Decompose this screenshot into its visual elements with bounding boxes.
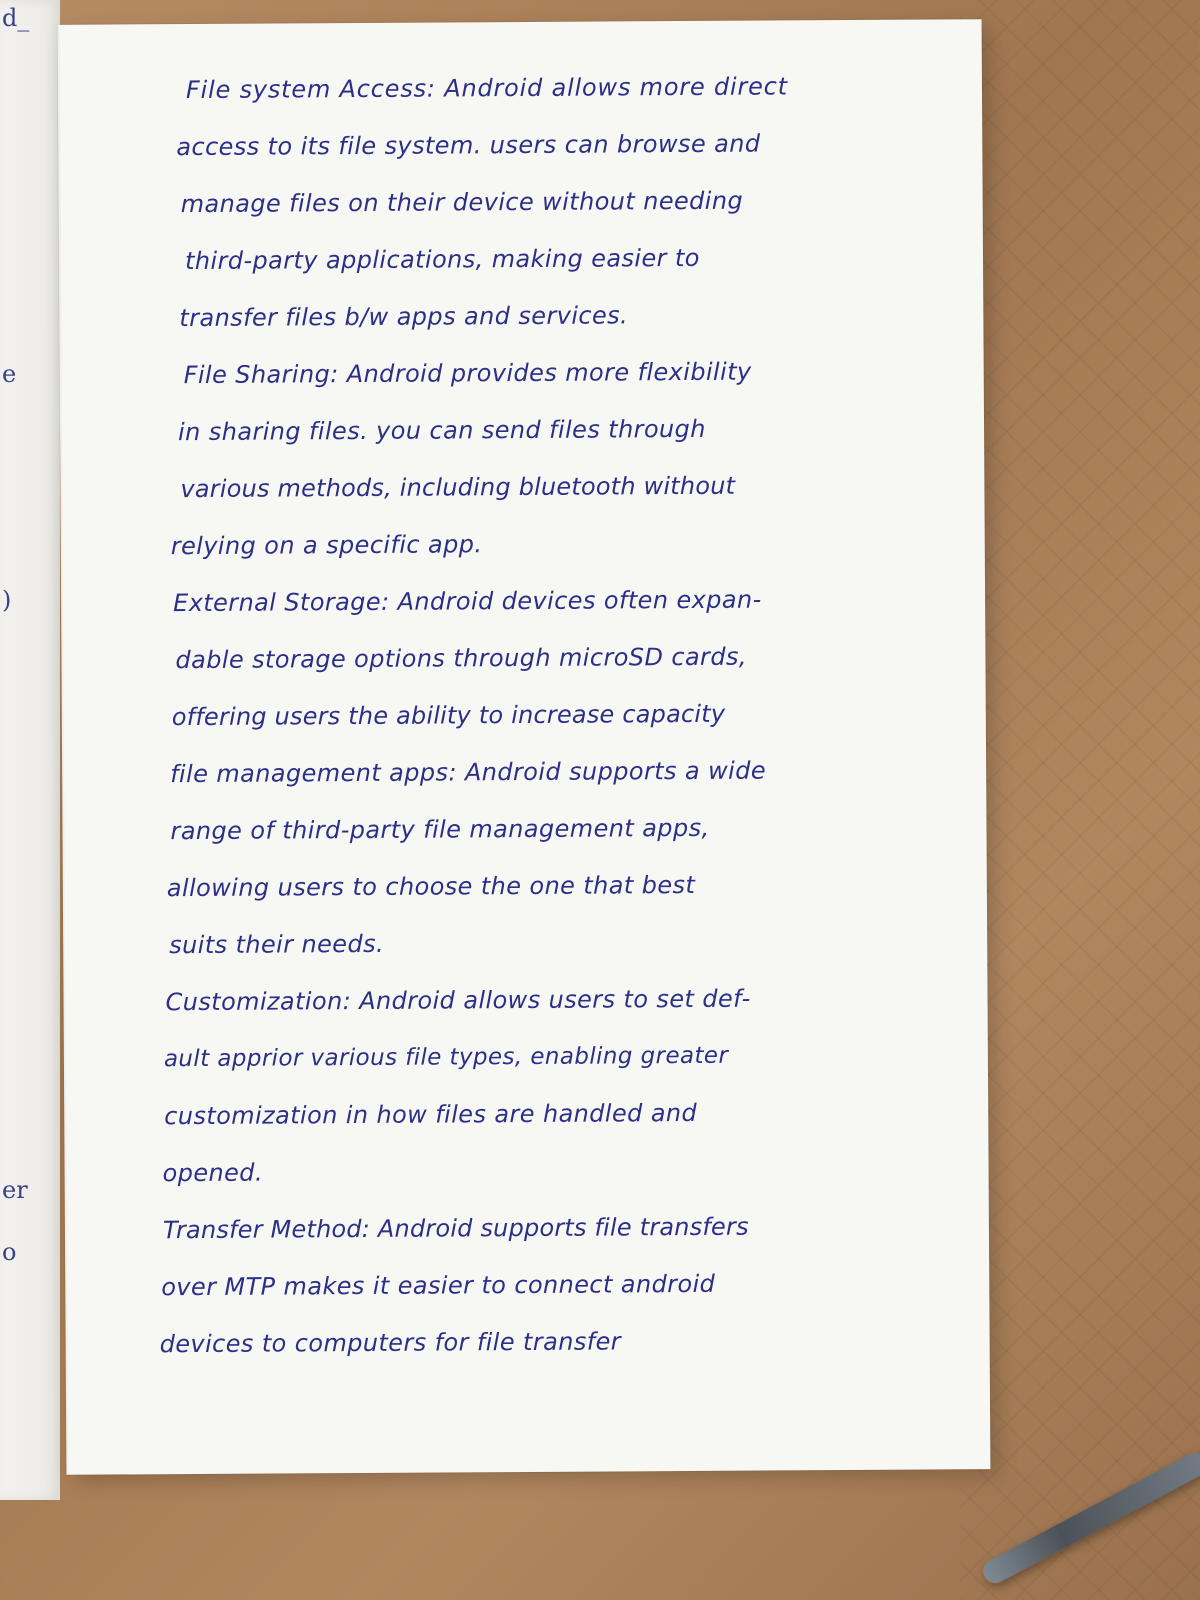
text-line: allowing users to choose the one that best [166, 870, 696, 903]
text-line: opened. [162, 1158, 264, 1188]
paragraph-file-management-apps [166, 741, 941, 974]
text-line: customization in how files are handled and [164, 1098, 698, 1131]
left-page-bottom-mark-1: er [2, 1176, 28, 1204]
text-line: Customization: Android allows users to set def- [165, 984, 751, 1017]
handwritten-content [159, 57, 944, 1373]
text-line: over MTP makes it easier to connect android [161, 1269, 716, 1302]
text-line: various methods, including bluetooth without [180, 471, 736, 504]
text-line: dable storage options through microSD cards, [175, 642, 747, 675]
text-line: suits their needs. [169, 929, 385, 960]
text-line: offering users the ability to increase capacity [171, 699, 726, 732]
left-page-bottom-mark-2: o [2, 1238, 17, 1266]
paragraph-transfer-method [159, 1197, 944, 1373]
handwritten-notebook-page [58, 19, 991, 1475]
text-line: File Sharing: Android provides more flexibility [183, 357, 752, 390]
text-line: access to its file system. users can browse and [176, 129, 761, 162]
left-page-lower-mark: ) [2, 586, 12, 614]
text-line: ault apprior various file types, enabling greater [163, 1042, 729, 1073]
left-notebook-page [0, 0, 60, 1500]
paragraph-customization [162, 969, 942, 1202]
text-line: relying on a specific app. [170, 530, 483, 561]
background-cloth-pattern [960, 0, 1200, 1600]
text-line: External Storage: Android devices often expan- [173, 585, 762, 618]
left-page-top-mark: d_ [2, 4, 30, 32]
text-line: File system Access: Android allows more direct [185, 72, 788, 105]
text-line: third-party applications, making easier to [184, 243, 700, 276]
text-line: manage files on their device without needing [180, 186, 744, 219]
text-line: transfer files b/w apps and services. [179, 301, 629, 333]
text-line: devices to computers for file transfer [159, 1327, 622, 1359]
text-line: file management apps: Android supports a wide [170, 756, 767, 789]
left-page-middle-mark: e [2, 360, 17, 388]
paragraph-external-storage [171, 570, 940, 746]
text-line: Transfer Method: Android supports file transfers [162, 1212, 749, 1245]
text-line: in sharing files. you can send files through [177, 414, 706, 447]
paragraph-file-system-access [176, 57, 938, 347]
paragraph-file-sharing [170, 342, 939, 575]
text-line: range of third-party file management apps, [170, 813, 710, 846]
